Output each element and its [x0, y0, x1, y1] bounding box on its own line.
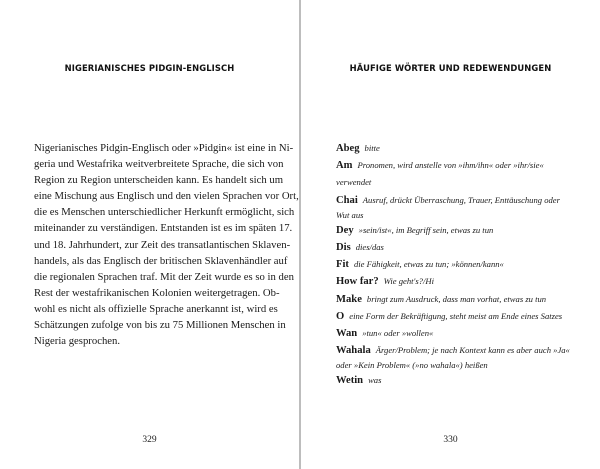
right-page — [301, 0, 600, 469]
glossary-definition: »sein/ist«, im Begriff sein, etwas zu tun — [358, 224, 494, 235]
body-line: die regionalen Sprachen traf. Mit der Zeit wurde es so in den — [34, 270, 294, 283]
glossary-definition: Ärger/Problem; je nach Kontext kann es aber auch »Ja« — [375, 345, 570, 356]
glossary-entry — [336, 157, 576, 191]
glossary-term: Make — [336, 293, 362, 305]
body-line: die es Menschen unterschiedlicher Herkunft ermöglicht, sich — [34, 206, 295, 219]
glossary-entry — [336, 325, 576, 342]
glossary-list — [336, 140, 576, 390]
glossary-entry — [336, 308, 576, 325]
glossary-term: Am — [336, 160, 353, 172]
right-page-heading: HÄUFIGE WÖRTER UND REDEWENDUNGEN — [349, 63, 552, 73]
glossary-entry — [336, 291, 576, 308]
glossary-term: How far? — [336, 276, 379, 288]
body-line: eine Mischung aus Englisch und den vielen Sprachen vor Ort, — [34, 190, 299, 203]
body-line: handels, als das Englisch der britischen Sklavenhändler auf — [34, 254, 288, 267]
body-line: Nigeria gesprochen. — [34, 335, 121, 348]
glossary-entry — [336, 239, 576, 256]
glossary-definition-continued: Wut aus — [336, 209, 364, 220]
body-line: wohl es nicht als offizielle Sprache anerkannt ist, wird es — [34, 302, 278, 315]
glossary-term: Wetin — [336, 375, 364, 387]
left-page-heading: NIGERIANISCHES PIDGIN-ENGLISCH — [64, 63, 235, 73]
body-line: Nigerianisches Pidgin-Englisch oder »Pidgin« ist eine in Ni- — [34, 142, 294, 154]
glossary-definition: eine Form der Bekräftigung, steht meist am Ende eines Satzes — [349, 310, 563, 321]
body-line: Schätzungen zufolge von bis zu 75 Millionen Menschen in — [34, 319, 286, 332]
glossary-definition: dies/das — [355, 242, 384, 253]
glossary-definition: Wie geht's?/Hi — [383, 276, 434, 287]
glossary-definition: »tun« oder »wollen« — [362, 328, 434, 339]
page-number-left: 329 — [142, 435, 157, 445]
glossary-term: Chai — [336, 194, 358, 206]
glossary-definition: Pronomen, wird anstelle von »ihm/ihn« oder »ihr/sie« verwendet — [336, 160, 544, 188]
glossary-term: Abeg — [336, 143, 360, 154]
body-line: miteinander zu verständigen. Entstanden ist es im späten 17. — [34, 222, 293, 235]
glossary-term: Dis — [336, 242, 351, 254]
glossary-entry — [336, 256, 576, 273]
glossary-entry — [336, 222, 576, 239]
glossary-term: O — [336, 310, 345, 322]
glossary-entry — [336, 192, 576, 222]
glossary-entry — [336, 140, 576, 157]
body-text — [34, 140, 299, 349]
page-number-right: 330 — [443, 435, 458, 445]
glossary-entry — [336, 273, 576, 290]
glossary-definition: bringt zum Ausdruck, dass man vorhat, etwas zu tun — [366, 293, 547, 304]
left-page — [0, 0, 299, 469]
glossary-definition: was — [368, 375, 382, 386]
glossary-term: Dey — [336, 224, 354, 236]
body-line: Region zu Region unterscheiden kann. Es handelt sich um — [34, 174, 284, 187]
body-line: geria und Westafrika weitverbreitete Sprache, die sich von — [34, 158, 284, 171]
glossary-entry — [336, 372, 576, 389]
glossary-term: Wahala — [336, 345, 371, 357]
body-line: und 18. Jahrhundert, zur Zeit des transatlantischen Sklaven- — [34, 238, 291, 251]
glossary-definition: die Fähigkeit, etwas zu tun; »können/kann« — [353, 259, 504, 270]
glossary-term: Wan — [336, 328, 358, 340]
glossary-definition: bitte — [364, 143, 380, 153]
glossary-definition: Ausruf, drückt Überraschung, Trauer, Enttäuschung oder — [362, 194, 560, 205]
glossary-term: Fit — [336, 259, 349, 271]
body-line: Rest der westafrikanischen Kolonien weitergetragen. Ob- — [34, 286, 280, 299]
glossary-definition-continued: oder »Kein Problem« (»no wahala«) heißen — [336, 360, 488, 371]
glossary-entry — [336, 342, 576, 372]
